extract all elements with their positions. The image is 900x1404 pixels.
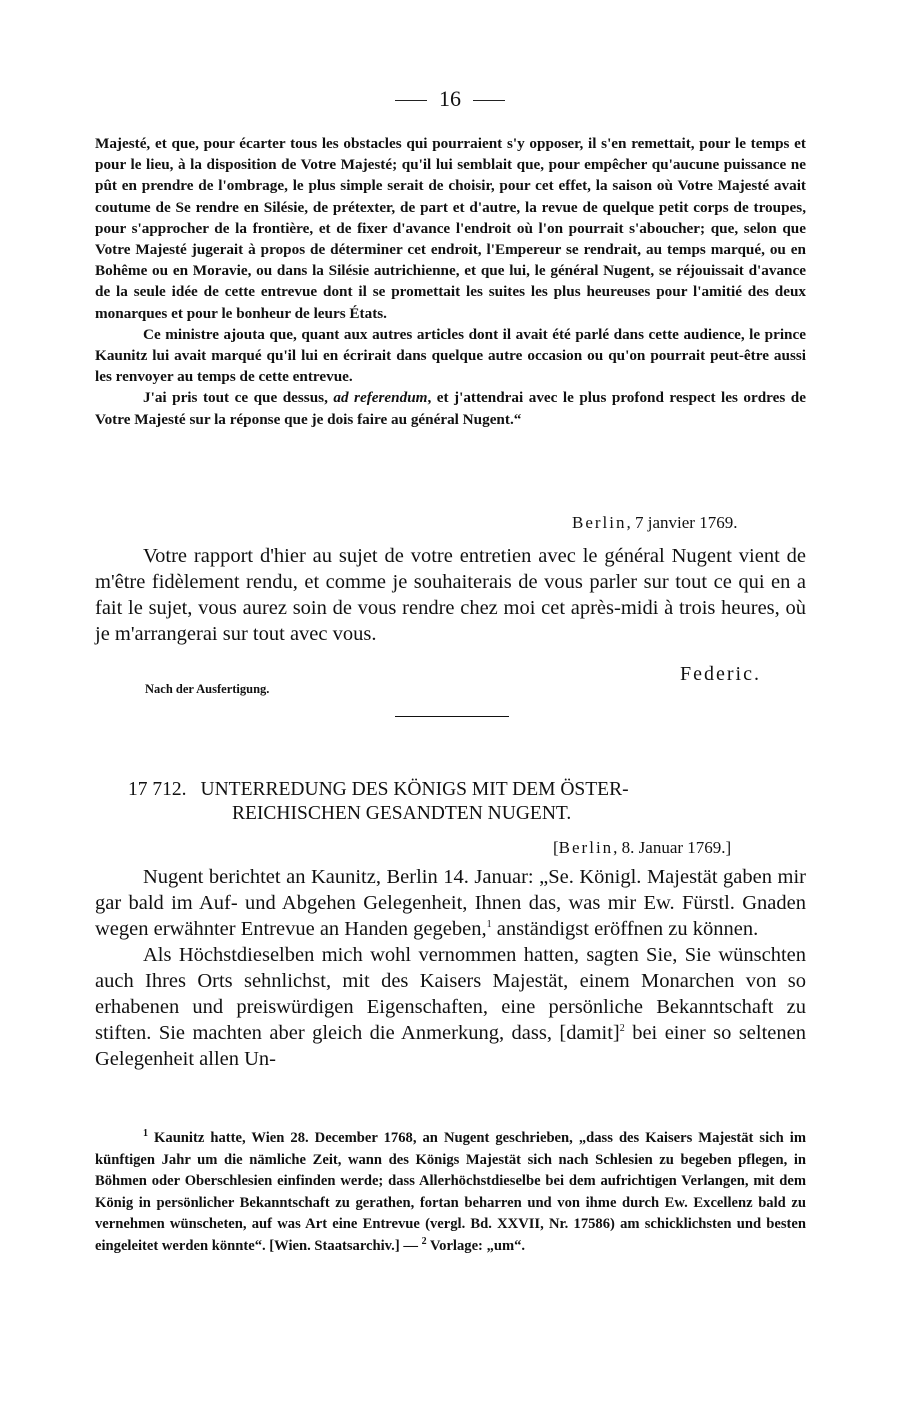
section-paragraph-1: Nugent berichtet an Kaunitz, Berlin 14. Januar: „Se. Königl. Majestät gaben mir gar bald im Auf- und Abgehen Gelegenheit, Ihnen das, was mir Ew. Fürstl. Gnaden wegen erwähnter Entrevue an Handen gegeben,$^1$ anständigst eröffnen zu können. — [95, 866, 806, 940]
footnote-marker-2: 2 — [421, 1235, 427, 1247]
header-rule-left — [395, 100, 427, 101]
section-title-1: UNTERREDUNG DES KÖNIGS MIT DEM ÖSTER- — [200, 779, 629, 800]
footnote-marker-1: 1 — [143, 1128, 148, 1140]
footnote-2-text: Vorlage: „um“. — [426, 1237, 526, 1254]
page-number: 16 — [439, 86, 461, 111]
section-date-rest: , 8. Januar 1769.] — [613, 838, 732, 857]
section-title-2: REICHISCHEN GESANDTEN NUGENT. — [232, 803, 572, 824]
footnote-ref-1: 1 — [486, 919, 492, 931]
letter-paragraph-2: Ce ministre ajouta que, quant aux autres articles dont il avait été parlé dans cette audience, le prince Kaunitz lui avait marqué qu'il lui en écrirait dans quelque autre occasion ou qu'on pourrait peut-être aussi les renvoyer au temps de cette entrevue. — [95, 325, 806, 386]
section-heading-line-2 — [128, 802, 808, 826]
letter-paragraph-3: J'ai pris tout ce que dessus, ad referendum, et j'attendrai avec le plus profond respect les ordres de Votre Majesté sur la réponse que je dois faire au général Nugent.“ — [95, 389, 806, 428]
italic-phrase: ad referendum — [333, 389, 428, 407]
source-note: Nach der Ausfertigung. — [145, 682, 270, 696]
footnote-1-text: Kaunitz hatte, Wien 28. December 1768, an Nugent geschrieben, „dass des Kaisers Majestät sich im künftigen Jahr um die nämliche Zeit, wann des Königs Majestät sich nach Schlesien zu begeben pflegen, in Böhmen oder Oberschlesien einfinden werde; dass Allerhöchstdieselbe bei dem aufrichtigen Verlangen, mit dem König in persönlicher Bekanntschaft zu gerathen, fortan beharren und von ihme durch Ew. Excellenz bald zu vernehmen wünscheten, auf was Art eine Entrevue (vergl. Bd. XXVII, Nr. 17586) am schicklichsten und besten eingeleitet werden könnte“. [Wien. Staatsarchiv.] — — [95, 1130, 807, 1254]
letter-paragraph-1: Majesté, et que, pour écarter tous les obstacles qui pourraient s'y opposer, il s'en remettait, pour le temps et pour le lieu, à la disposition de Votre Majesté; qu'il lui semblait que, pour empêcher qu'aucune puissance ne pût en prendre de l'ombrage, le plus simple serait de choisir, pour cet effet, la saison où Votre Majesté avait coutume de Se rendre en Silésie, de prétexter, de part et d'autre, la revue de quelque petit corps de troupes, pour s'approcher de la frontière, et de fixer d'avance l'endroit où l'on pourrait s'aboucher; que, selon que Votre Majesté jugerait à propos de déterminer cet endroit, l'Empereur se rendrait, au temps marqué, ou en Bohême ou en Moravie, ou dans la Silésie autrichienne, et que lui, le général Nugent, se réjouissait d'avance de la seule idée de cette entrevue dont il se promettait les suites les plus heureuses pour l'amitié des deux monarques et pour le bonheur de leurs États. — [95, 135, 806, 322]
section-number: 17 712. — [128, 779, 187, 800]
section-heading — [128, 778, 808, 826]
section-paragraph-2: Als Höchstdieselben mich wohl vernommen hatten, sagten Sie, Sie wünschten auch Ihres Orts sehnlichst, mit des Kaisers Majestät, einem Monarchen von so erhabenen und preiswürdigen Eigenschaften, eine persönliche Bekanntschaft zu stiften. Sie machten aber gleich die Anmerkung, dass, [damit]$^2$ bei einer so seltenen Gelegenheit allen Un- — [95, 944, 806, 1070]
letter-continuation — [95, 133, 806, 430]
section-dateline: [Berlin, 8. Januar 1769.] — [553, 838, 732, 857]
reply-dateline — [572, 513, 737, 533]
reply-body — [95, 543, 806, 647]
header-rule-right — [473, 100, 505, 101]
reply-date: , 7 janvier 1769. — [626, 513, 738, 532]
reply-text: Votre rapport d'hier au sujet de votre entretien avec le général Nugent vient de m'être fidèlement rendu, et comme je souhaiterais de vous parler sur tout ce qui en a fait le sujet, vous aurez soin de vous rendre chez moi cet après-midi à trois heures, où je m'arrangerai sur tout avec vous. — [95, 545, 806, 645]
section-heading-line-1 — [128, 778, 808, 802]
footnote-ref-2: 2 — [619, 1023, 625, 1035]
reply-place: Berlin — [572, 513, 627, 532]
footnotes — [95, 1128, 806, 1257]
section-divider — [395, 716, 509, 717]
page-number-header — [0, 86, 900, 112]
section-date-place: Berlin — [558, 838, 614, 857]
reply-signature: Federic. — [680, 663, 761, 685]
section-body — [95, 864, 806, 1072]
